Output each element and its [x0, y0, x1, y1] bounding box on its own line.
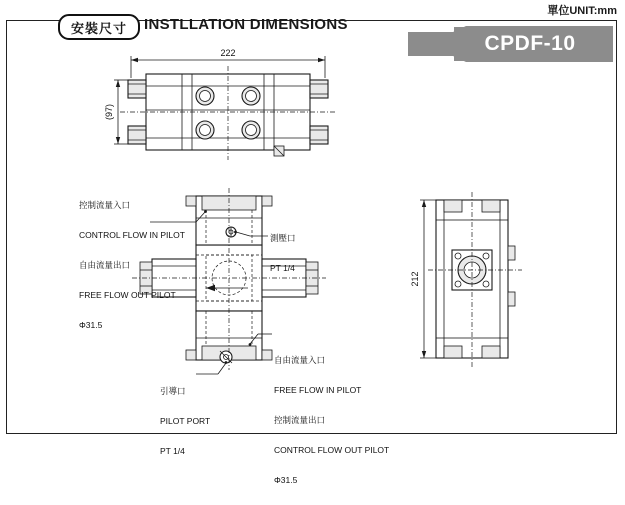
- callout-pilot-port-line2: PILOT PORT: [160, 416, 211, 426]
- page-title: INSTLLATION DIMENSIONS: [144, 16, 348, 33]
- callout-free-flow-in-line3: 控制流量出口: [274, 415, 326, 425]
- callout-free-flow-in-line5: Φ31.5: [274, 475, 298, 485]
- callout-gauge-port: [270, 213, 296, 293]
- svg-text:(97): (97): [104, 103, 114, 121]
- svg-text:222: 222: [220, 48, 236, 58]
- callout-pilot-in-line2: CONTROL FLOW IN PILOT: [79, 230, 185, 240]
- callout-gauge-port-line2: PT 1/4: [270, 263, 295, 273]
- section-badge: 安裝尺寸: [58, 14, 140, 40]
- model-name: CPDF-10: [484, 32, 576, 55]
- side-view: [410, 192, 522, 368]
- callout-gauge-port-line1: 測壓口: [270, 233, 296, 243]
- callout-free-flow-in-line1: 自由流量入口: [274, 355, 326, 365]
- top-view: [104, 48, 336, 160]
- callout-free-flow-in: [274, 335, 389, 505]
- callout-pilot-in-line1: 控制流量入口: [79, 200, 131, 210]
- callout-pilot-port-line1: 引導口: [160, 386, 186, 396]
- callout-free-flow-in-line4: CONTROL FLOW OUT PILOT: [274, 445, 390, 455]
- callout-pilot-in-line4: FREE FLOW OUT PILOT: [79, 290, 176, 300]
- callout-free-flow-in-line2: FREE FLOW IN PILOT: [274, 385, 362, 395]
- unit-label: 單位UNIT:mm: [547, 5, 617, 17]
- callout-pilot-in-line5: Φ31.5: [79, 320, 103, 330]
- callout-pilot-in: [79, 180, 185, 350]
- callout-pilot-port-line3: PT 1/4: [160, 446, 185, 456]
- callout-pilot-in-line3: 自由流量出口: [79, 260, 131, 270]
- callout-pilot-port: [160, 366, 210, 476]
- svg-text:212: 212: [410, 271, 420, 287]
